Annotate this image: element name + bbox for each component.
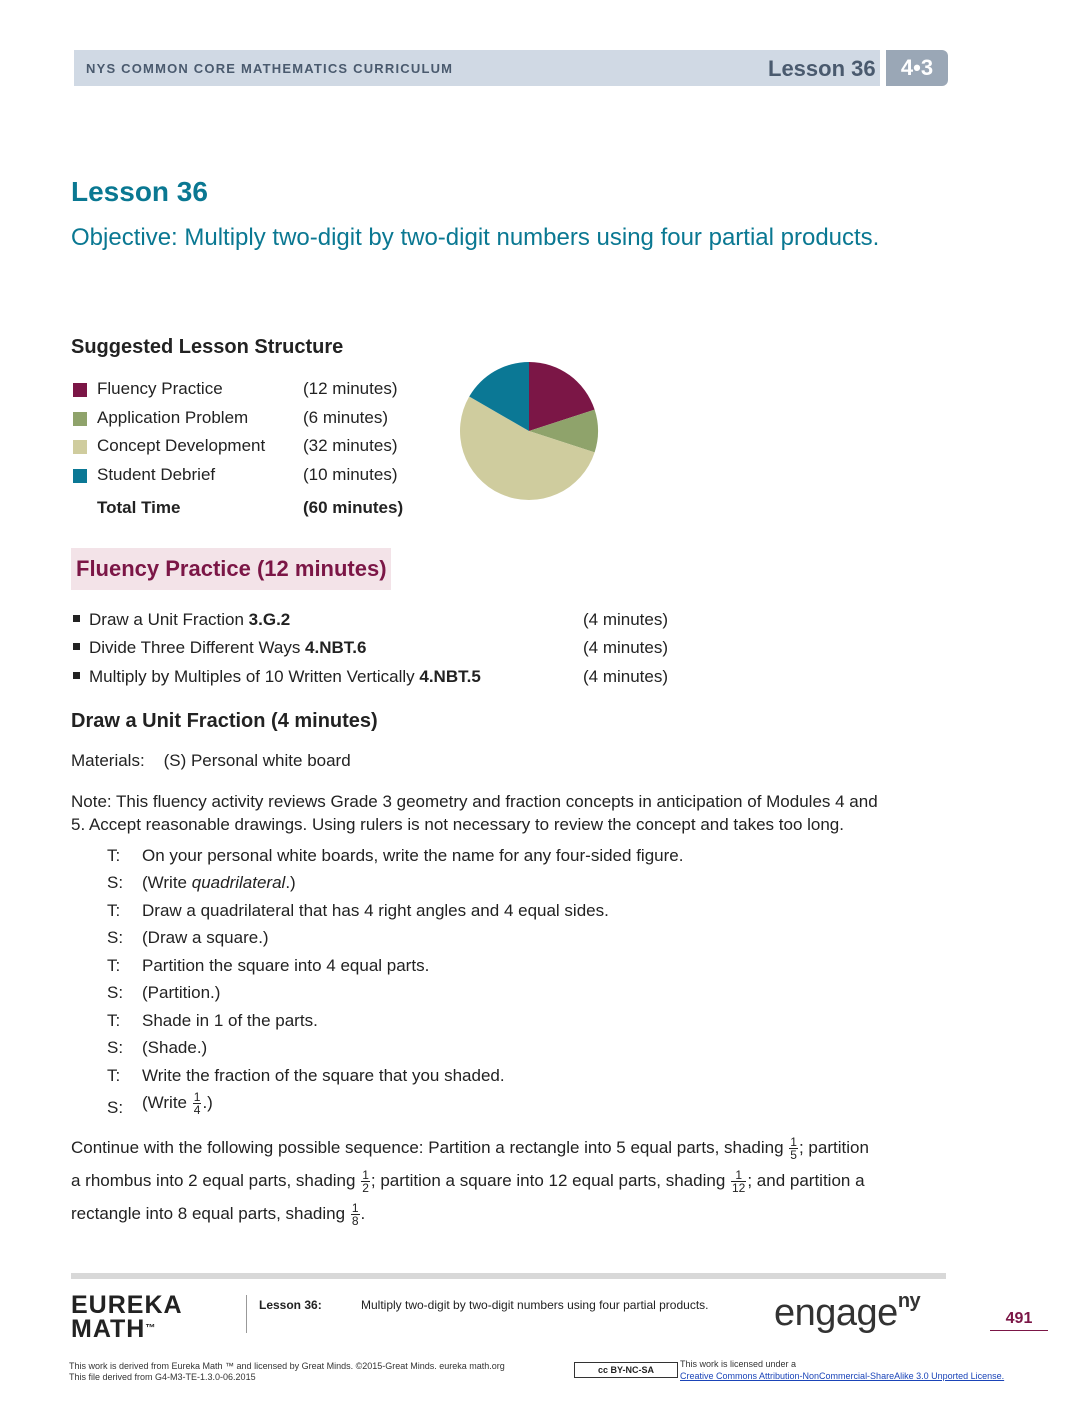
activity-heading: Draw a Unit Fraction (4 minutes) (71, 710, 378, 732)
continue-line (71, 1202, 365, 1227)
concept-swatch (73, 440, 87, 454)
dialogue-speaker: T: (107, 1066, 121, 1085)
materials: Materials: (S) Personal white board (71, 751, 351, 770)
footer-divider (246, 1295, 247, 1333)
structure-minutes: (10 minutes) (303, 465, 398, 484)
eureka-math-logo: EUREKA MATH™ (71, 1291, 183, 1343)
debrief-swatch (73, 469, 87, 483)
dialogue-text: Draw a quadrilateral that has 4 right angles and 4 equal sides. (142, 901, 609, 920)
continue-text: Continue with the following possible sequence: Partition a rectangle into 5 equal parts, shading (71, 1138, 789, 1157)
continue-text: ; partition a square into 12 equal parts, shading (370, 1171, 730, 1190)
structure-name: Concept Development (97, 436, 266, 455)
dialogue-speaker: S: (107, 1038, 124, 1057)
module-badge: 4•3 (886, 50, 948, 86)
fluency-item (73, 610, 290, 630)
structure-name: Application Problem (97, 408, 249, 427)
continue-text: a rhombus into 2 equal parts, shading (71, 1171, 361, 1190)
fraction-one-fifth: $\frac{1}{5}$ (790, 1135, 797, 1163)
license-text: This work is licensed under a (680, 1359, 797, 1369)
fluency-heading: Fluency Practice (12 minutes) (76, 556, 387, 581)
fraction-one-fourth: $\frac{1}{4}$ (193, 1090, 201, 1117)
fluency-item-standard: 3.G.2 (248, 610, 291, 629)
continue-text: ; and partition a (747, 1171, 865, 1190)
footer-lesson-label: Lesson 36: (259, 1298, 322, 1312)
license-link[interactable]: Creative Commons Attribution-NonCommercial-ShareAlike 3.0 Unported License. (680, 1371, 1005, 1381)
bullet-icon (73, 615, 80, 622)
dialogue-text-pre: (Write (142, 1092, 192, 1112)
note-line: Note: This fluency activity reviews Grade 3 geometry and fraction concepts in anticipation of Modules 4 and (71, 792, 878, 811)
fluency-item-text: Draw a Unit Fraction (89, 610, 249, 629)
fluency-swatch (73, 383, 87, 397)
dialogue-text-post: .) (202, 1092, 213, 1112)
dialogue-text (142, 1091, 213, 1116)
structure-minutes: (6 minutes) (303, 408, 389, 427)
dialogue-speaker: S: (107, 983, 124, 1002)
dialogue-text: (Draw a square.) (142, 928, 269, 947)
dialogue-speaker: T: (107, 1011, 121, 1030)
bullet-icon (73, 643, 80, 650)
engageny-logo: engage$^{ny}$ (774, 1290, 921, 1334)
structure-minutes: (32 minutes) (303, 436, 398, 455)
dialogue-speaker: S: (107, 928, 124, 947)
dialogue-speaker: T: (107, 901, 121, 920)
fluency-item (73, 667, 481, 687)
dialogue-speaker: T: (107, 846, 121, 865)
fluency-item-minutes: (4 minutes) (583, 638, 669, 657)
dialogue-text: (Partition.) (142, 983, 221, 1002)
dialogue-text: Shade in 1 of the parts. (142, 1011, 318, 1030)
dialogue-emphasis: quadrilateral (191, 873, 286, 892)
fraction-one-twelfth: $\frac{1}{12}$ (732, 1168, 746, 1196)
note-line: 5. Accept reasonable drawings. Using rulers is not necessary to review the concept and takes too long. (71, 815, 844, 834)
page-number: 491 (990, 1310, 1048, 1331)
fraction-one-eighth: $\frac{1}{8}$ (351, 1201, 359, 1229)
total-label: Total Time (97, 498, 181, 517)
source-notice: This work is derived from Eureka Math ™ and licensed by Great Minds. ©2015-Great Minds. eureka math.org This file derived from G4-M3-TE-1.3.0-06.2015 (69, 1361, 505, 1382)
dialogue-text: Write the fraction of the square that you shaded. (142, 1066, 505, 1085)
dialogue-speaker: S: (107, 1098, 124, 1117)
footer-rule (71, 1273, 946, 1279)
fluency-item-text: Divide Three Different Ways (89, 638, 306, 657)
header-lesson: Lesson 36 (768, 56, 876, 81)
continue-text: rectangle into 8 equal parts, shading (71, 1204, 350, 1223)
continue-line (71, 1136, 869, 1161)
cc-license-badge: cc BY-NC-SA (574, 1362, 678, 1378)
continue-text: ; partition (798, 1138, 869, 1157)
fluency-item (73, 638, 366, 658)
dialogue-text: On your personal white boards, write the name for any four-sided figure. (142, 846, 684, 865)
dialogue-text (142, 873, 296, 893)
page-title: Lesson 36 (71, 176, 208, 207)
dialogue-text-pre: (Write (142, 873, 192, 892)
curriculum-label: NYS COMMON CORE MATHEMATICS CURRICULUM (86, 61, 454, 76)
structure-minutes: (12 minutes) (303, 379, 398, 398)
structure-heading: Suggested Lesson Structure (71, 336, 344, 358)
continue-line (71, 1169, 865, 1194)
fluency-item-standard: 4.NBT.6 (305, 638, 367, 657)
objective: Objective: Multiply two-digit by two-digit numbers using four partial products. (71, 224, 880, 251)
dialogue-speaker: T: (107, 956, 121, 975)
structure-name: Fluency Practice (97, 379, 223, 398)
dialogue-text-post: .) (285, 873, 296, 892)
bullet-icon (73, 672, 80, 679)
continue-text: . (360, 1204, 366, 1223)
fluency-item-minutes: (4 minutes) (583, 610, 669, 629)
total-minutes: (60 minutes) (303, 498, 404, 517)
dialogue-text: (Shade.) (142, 1038, 208, 1057)
application-swatch (73, 412, 87, 426)
fluency-item-standard: 4.NBT.5 (419, 667, 481, 686)
fluency-item-text: Multiply by Multiples of 10 Written Vertically (89, 667, 420, 686)
dialogue-text: Partition the square into 4 equal parts. (142, 956, 430, 975)
footer-lesson-description: Multiply two-digit by two-digit numbers using four partial products. (361, 1298, 709, 1312)
fluency-item-minutes: (4 minutes) (583, 667, 669, 686)
fraction-one-half: $\frac{1}{2}$ (362, 1168, 369, 1196)
dialogue-speaker: S: (107, 873, 124, 892)
structure-name: Student Debrief (97, 465, 216, 484)
lesson-structure-pie-chart (458, 360, 600, 502)
